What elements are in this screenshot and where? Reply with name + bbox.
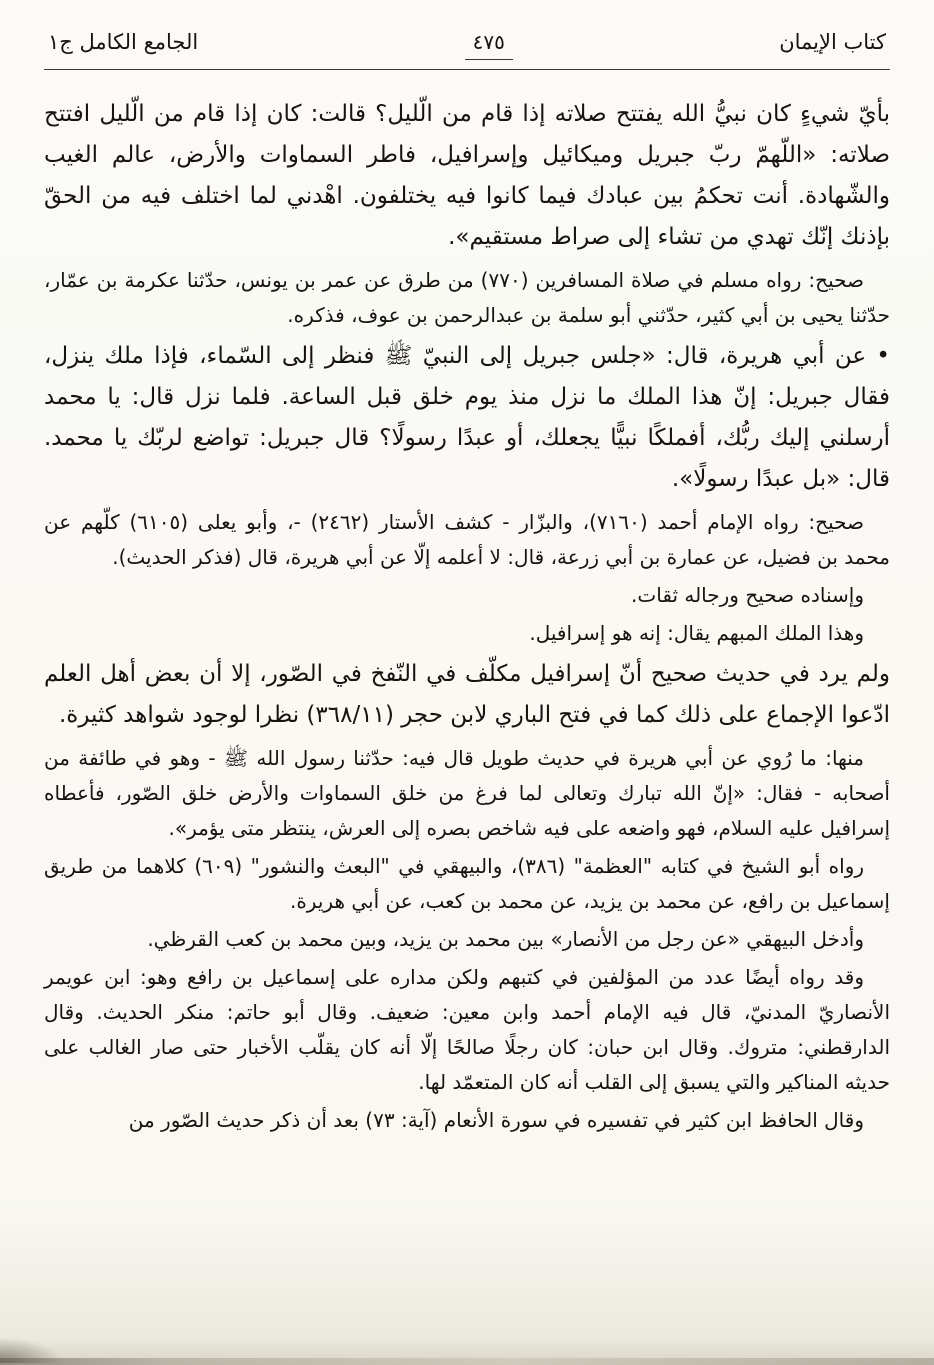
page-body (44, 94, 890, 1138)
commentary-paragraph: وإسناده صحيح ورجاله ثقات. (631, 583, 864, 607)
takhrij-paragraph: صحيح: رواه الإمام أحمد (٧١٦٠)، والبزّار - كشف الأستار (٢٤٦٢) -، وأبو يعلى (٦١٠٥) كلّهم عن محمد بن فضيل، عن عمارة بن أبي زرعة، قال: لا أعلمه إلّا عن أبي هريرة، قال (فذكر الحديث). (44, 510, 890, 569)
takhrij-paragraph: وأدخل البيهقي «عن رجل من الأنصار» بين محمد بن يزيد، وبين محمد بن كعب القرظي. (147, 927, 864, 951)
commentary-paragraph: ولم يرد في حديث صحيح أنّ إسرافيل مكلّف في النّفخ في الصّور، إلا أن بعض أهل العلم ادّعوا الإجماع على ذلك كما في فتح الباري لابن حجر (٣٦٨/١١) نظرا لوجود شواهد كثيرة. (44, 661, 890, 728)
header-divider-rule (44, 69, 890, 70)
header-volume-title: الجامع الكامل ج١ (48, 30, 199, 54)
header-book-title: كتاب الإيمان (779, 30, 886, 54)
hadith-paragraph: • عن أبي هريرة، قال: «جلس جبريل إلى النبيّ ﷺ فنظر إلى السّماء، فإذا ملك ينزل، فقال جبريل: إنّ هذا الملك ما نزل منذ يوم خلق قبل الساعة. فلما نزل قال: يا محمد أرسلني إليك ربُّك، أفملكًا نبيًّا يجعلك، أو عبدًا رسولًا؟ قال جبريل: تواضع لربّك يا محمد. قال: «بل عبدًا رسولًا». (44, 343, 890, 492)
takhrij-paragraph: صحيح: رواه مسلم في صلاة المسافرين (٧٧٠) من طرق عن عمر بن يونس، حدّثنا عكرمة بن عمّار، حدّثنا يحيى بن أبي كثير، حدّثني أبو سلمة بن عبدالرحمن بن عوف، فذكره. (44, 268, 890, 327)
page-bottom-edge (0, 1358, 934, 1365)
commentary-paragraph: وهذا الملك المبهم يقال: إنه هو إسرافيل. (529, 621, 864, 645)
takhrij-paragraph: منها: ما رُوي عن أبي هريرة في حديث طويل قال فيه: حدّثنا رسول الله ﷺ - وهو في طائفة من أصحابه - فقال: «إنّ الله تبارك وتعالى لما فرغ من خلق السماوات والأرض خلق الصّور، فأعطاه إسرافيل عليه السلام، فهو واضعه على فيه شاخص بصره إلى العرش، ينتظر متى يؤمر». (44, 746, 890, 840)
page-number: ٤٧٥ (472, 30, 505, 54)
takhrij-paragraph: رواه أبو الشيخ في كتابه "العظمة" (٣٨٦)، والبيهقي في "البعث والنشور" (٦٠٩) كلاهما من طريق إسماعيل بن رافع، عن محمد بن يزيد، عن محمد بن كعب، عن أبي هريرة. (44, 854, 890, 913)
commentary-paragraph: وقال الحافظ ابن كثير في تفسيره في سورة الأنعام (آية: ٧٣) بعد أن ذكر حديث الصّور من (128, 1108, 864, 1132)
page-header (44, 30, 890, 60)
page-number-block (461, 30, 517, 60)
page-number-underline (465, 59, 513, 60)
hadith-paragraph: بأيّ شيءٍ كان نبيُّ الله يفتتح صلاته إذا قام من الّليل؟ قالت: كان إذا قام من الّليل افتتح صلاته: «اللّهمّ ربّ جبريل وميكائيل وإسرافيل، فاطر السماوات والأرض، عالم الغيب والشّهادة. أنت تحكمُ بين عبادك فيما كانوا فيه يختلفون. اهْدني لما اختلف فيه من الحقّ بإذنك إنّك تهدي من تشاء إلى صراط مستقيم». (44, 101, 890, 250)
commentary-paragraph: وقد رواه أيضًا عدد من المؤلفين في كتبهم ولكن مداره على إسماعيل بن رافع وهو: ابن عويمر الأنصاريّ المدنيّ، قال فيه الإمام أحمد وابن معين: ضعيف. وقال أبو حاتم: منكر الحديث. وقال الدارقطني: متروك. وقال ابن حبان: كان رجلًا صالحًا إلّا أنه كان يقلّب الأخبار حتى صار الغالب على حديثه المناكير والتي يسبق إلى القلب أنه كان المتعمّد لها. (44, 965, 890, 1094)
